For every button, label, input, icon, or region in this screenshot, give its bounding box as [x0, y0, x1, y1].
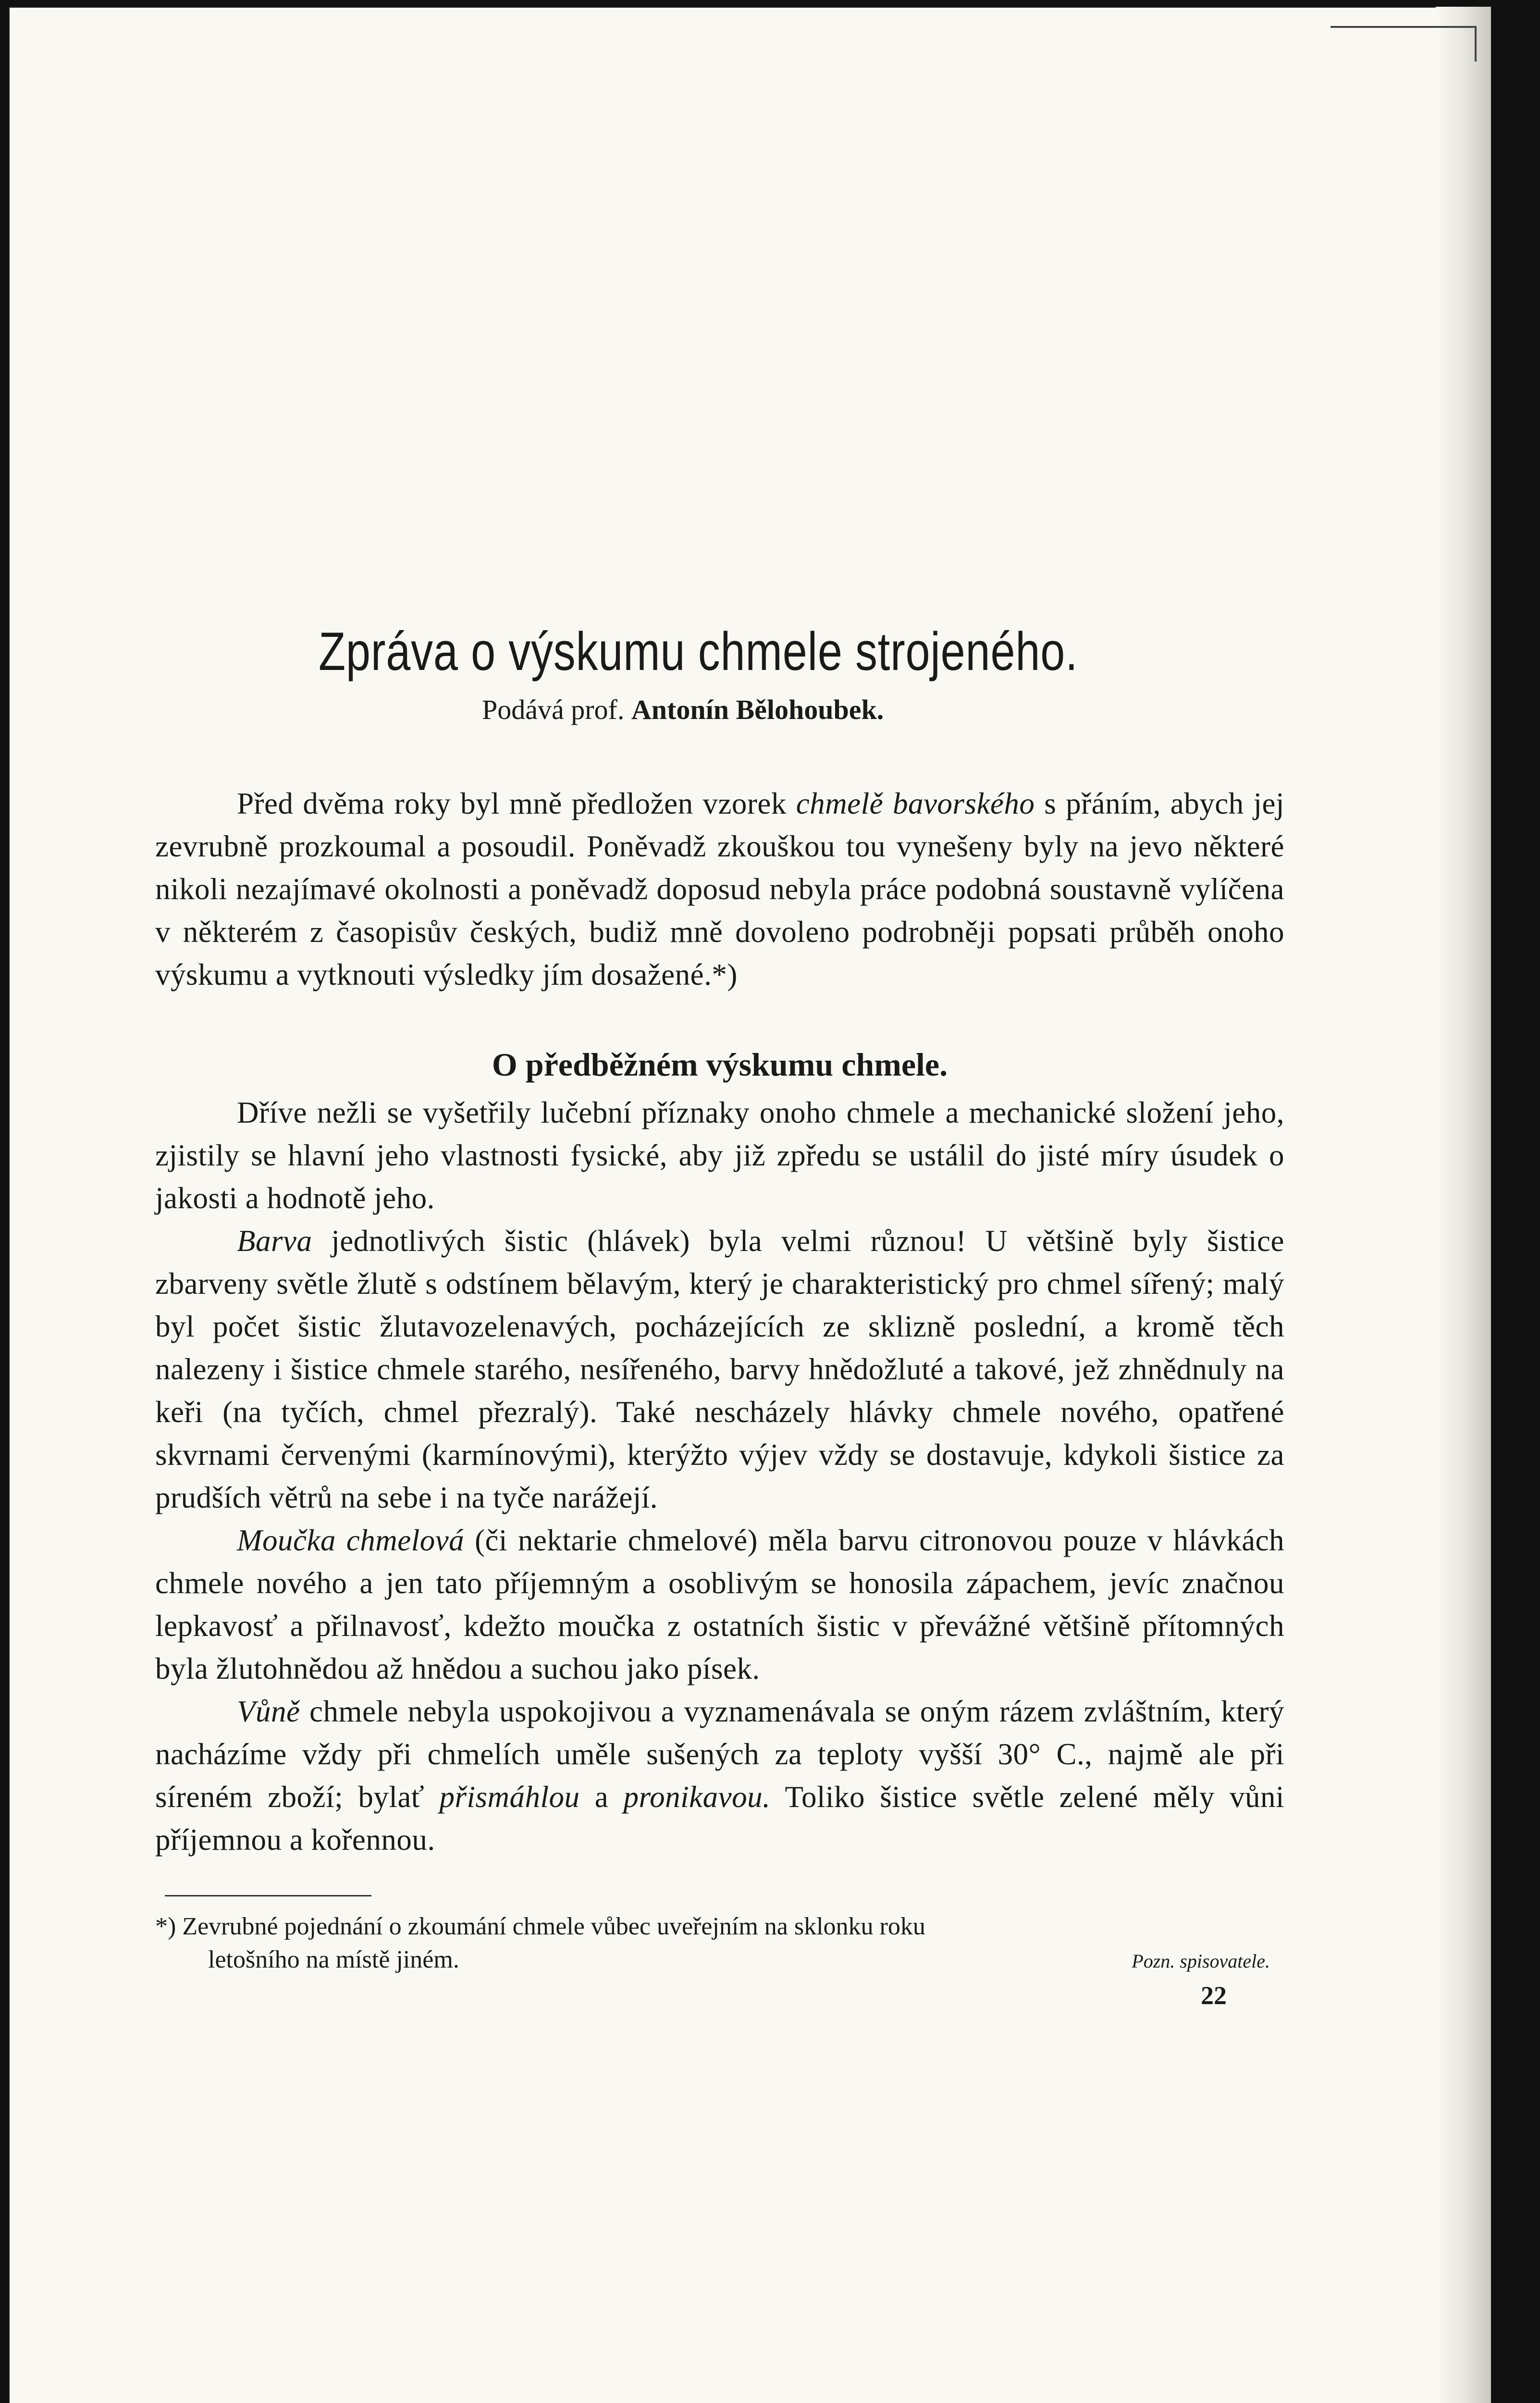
author-note-sign: Pozn. spisovatele.	[1132, 1950, 1270, 1972]
color-term: Barva	[237, 1224, 312, 1258]
corner-crop-mark	[1331, 26, 1477, 62]
page-number: 22	[1201, 1981, 1227, 2010]
aroma-text-3: Toliko šistice světle zelené měly vůni příjemnou a kořennou.	[155, 1780, 1284, 1857]
footnote-line-2: letošního na místě jiném.	[208, 1945, 459, 1973]
footnote-divider	[165, 1895, 371, 1896]
paragraph-color	[155, 1220, 1284, 1519]
byline	[482, 694, 1284, 726]
article-title: Zpráva o výskumu chmele strojeného.	[319, 621, 1078, 681]
byline-prefix: Podává prof.	[482, 694, 625, 726]
page-edge-shadow	[1436, 7, 1491, 2403]
lupulin-text: (či nektarie chmelové) měla barvu citronovou pouze v hlávkách chmele nového a jen tato příjemným a osoblivým se honosila zápachem, jevíc značnou lepkavosť a přilnavosť, kdežto moučka z ostatních šistic v převážné většině přítomných byla žlutohnědou až hnědou a suchou jako písek.	[155, 1523, 1284, 1685]
page-scan	[9, 7, 1491, 2403]
intro-paragraph	[155, 782, 1284, 996]
aroma-text-2: a	[579, 1780, 624, 1814]
section-heading: O předběžném výskumu chmele.	[492, 1046, 948, 1083]
lupulin-term: Moučka chmelová	[237, 1523, 465, 1557]
aroma-emphasis-1: přismáhlou	[439, 1780, 580, 1814]
color-text: jednotlivých šistic (hlávek) byla velmi různou! U většině byly šistice zbarveny světle žlutě s odstínem bělavým, který je charakteristický pro chmel sířený; malý byl počet šistic žlutavozelenavých, pocházejících ze sklizně poslední, a kromě těch nalezeny i šistice chmele starého, nesířeného, barvy hnědožluté a takové, jež zhnědnuly na keři (na tyčích, chmel přezralý). Také nescházely hlávky chmele nového, opatřené skvrnami červenými (karmínovými), kterýžto výjev vždy se dostavuje, kdykoli šistice za prudších větrů na sebe i na tyče narážejí.	[155, 1224, 1284, 1514]
footnote-line-1: *) Zevrubné pojednání o zkoumání chmele vůbec uveřejním na sklonku roku	[155, 1912, 925, 1940]
intro-text-1: Před dvěma roky byl mně předložen vzorek	[237, 787, 796, 821]
footnote-line-2-row	[155, 1945, 1284, 1974]
article	[155, 622, 1284, 2010]
aroma-text-1: chmele nebyla uspokojivou a vyznamenávala se oným rázem zvláštním, který nacházíme vždy při chmelích uměle sušených za teploty vyšší 30° C., najmě ale při síreném zboží; bylať	[155, 1694, 1284, 1814]
author-name: Antonín Bělohoubek.	[631, 694, 884, 726]
intro-emphasis: chmelě bavorského	[796, 787, 1035, 821]
aroma-emphasis-2: pronikavou.	[623, 1780, 771, 1814]
paragraph-lupulin	[155, 1519, 1284, 1690]
aroma-term: Vůně	[237, 1694, 300, 1728]
paragraph-physical: Dříve nežli se vyšetřily lučební příznaky onoho chmele a mechanické složení jeho, zjistily se hlavní jeho vlastnosti fysické, aby již zpředu se ustálil do jisté míry úsudek o jakosti a hodnotě jeho.	[155, 1095, 1284, 1215]
intro-text-2: s přáním, abych jej zevrubně prozkoumal a posoudil. Poněvadž zkouškou tou vynešeny byly na jevo některé nikoli nezajímavé okolnosti a poněvadž doposud nebyla práce podobná soustavně vylíčena v některém z časopisův českých, budiž mně dovoleno podrobněji popsati průběh onoho výskumu a vytknouti výsledky jím dosažené.*)	[155, 787, 1284, 992]
paragraph-aroma	[155, 1690, 1284, 1861]
